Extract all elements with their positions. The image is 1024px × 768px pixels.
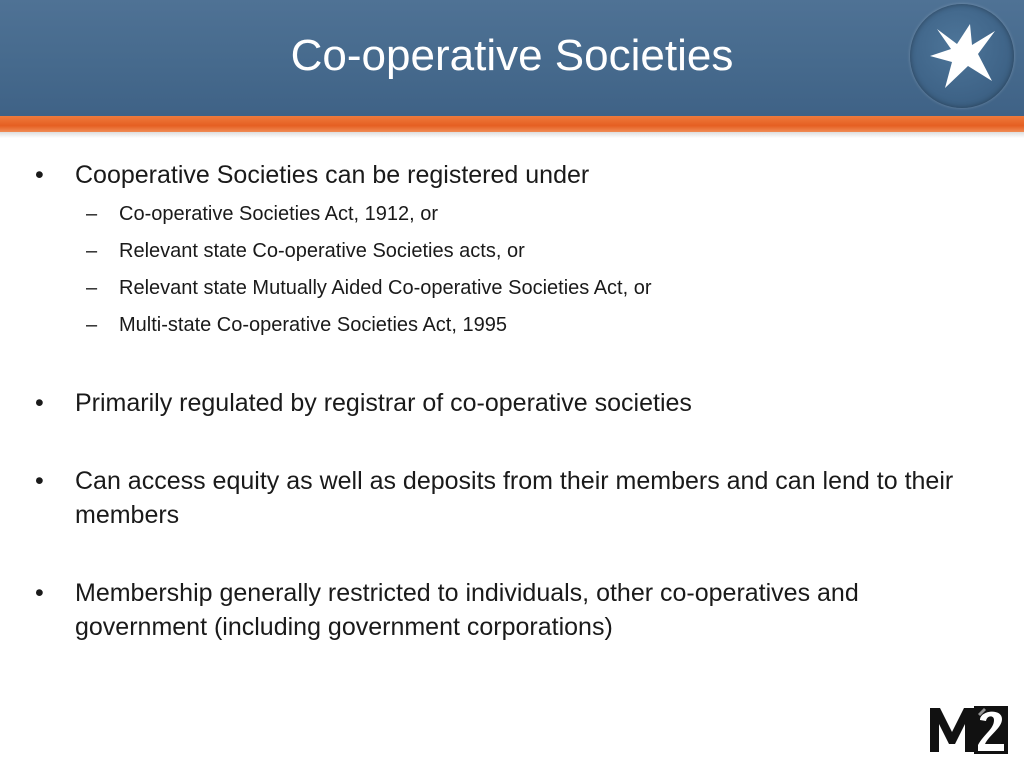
bullet-text: Can access equity as well as deposits from their members and can lend to their members xyxy=(75,467,954,529)
bullet-item xyxy=(32,386,992,420)
bullet-text: Membership generally restricted to individuals, other co-operatives and government (including government corporations) xyxy=(75,579,859,641)
sub-bullet-item xyxy=(32,270,992,307)
sub-bullet-item xyxy=(32,233,992,270)
sub-bullet-item xyxy=(32,307,992,344)
sub-bullet-text: Multi-state Co-operative Societies Act, 1995 xyxy=(119,314,507,336)
sub-bullet-marker: – xyxy=(86,240,98,262)
m2-logo xyxy=(928,704,1010,756)
sub-bullet-item xyxy=(32,196,992,233)
spacer xyxy=(32,344,992,386)
slide-title: Co-operative Societies xyxy=(290,31,734,80)
sub-bullet-text: Relevant state Mutually Aided Co-operative Societies Act, or xyxy=(119,277,652,299)
header-logo xyxy=(910,4,1014,108)
bullet-marker: • xyxy=(35,389,44,417)
sub-bullet-marker: – xyxy=(86,203,98,225)
bullet-marker: • xyxy=(35,467,44,495)
spacer xyxy=(32,532,992,576)
star-burst-icon xyxy=(910,4,1014,108)
sub-bullet-text: Relevant state Co-operative Societies acts, or xyxy=(119,240,525,262)
bullet-marker: • xyxy=(35,161,44,189)
bullet-item xyxy=(32,464,992,532)
bullet-item xyxy=(32,158,992,192)
accent-bar xyxy=(0,116,1024,132)
sub-bullet-text: Co-operative Societies Act, 1912, or xyxy=(119,203,439,225)
bullet-text: Primarily regulated by registrar of co-operative societies xyxy=(75,389,692,417)
sub-bullet-marker: – xyxy=(86,277,98,299)
slide-body xyxy=(32,158,992,644)
bullet-item xyxy=(32,576,992,644)
spacer xyxy=(32,420,992,464)
bullet-text: Cooperative Societies can be registered under xyxy=(75,161,590,189)
bullet-marker: • xyxy=(35,579,44,607)
sub-list xyxy=(32,196,992,344)
sub-bullet-marker: – xyxy=(86,314,98,336)
